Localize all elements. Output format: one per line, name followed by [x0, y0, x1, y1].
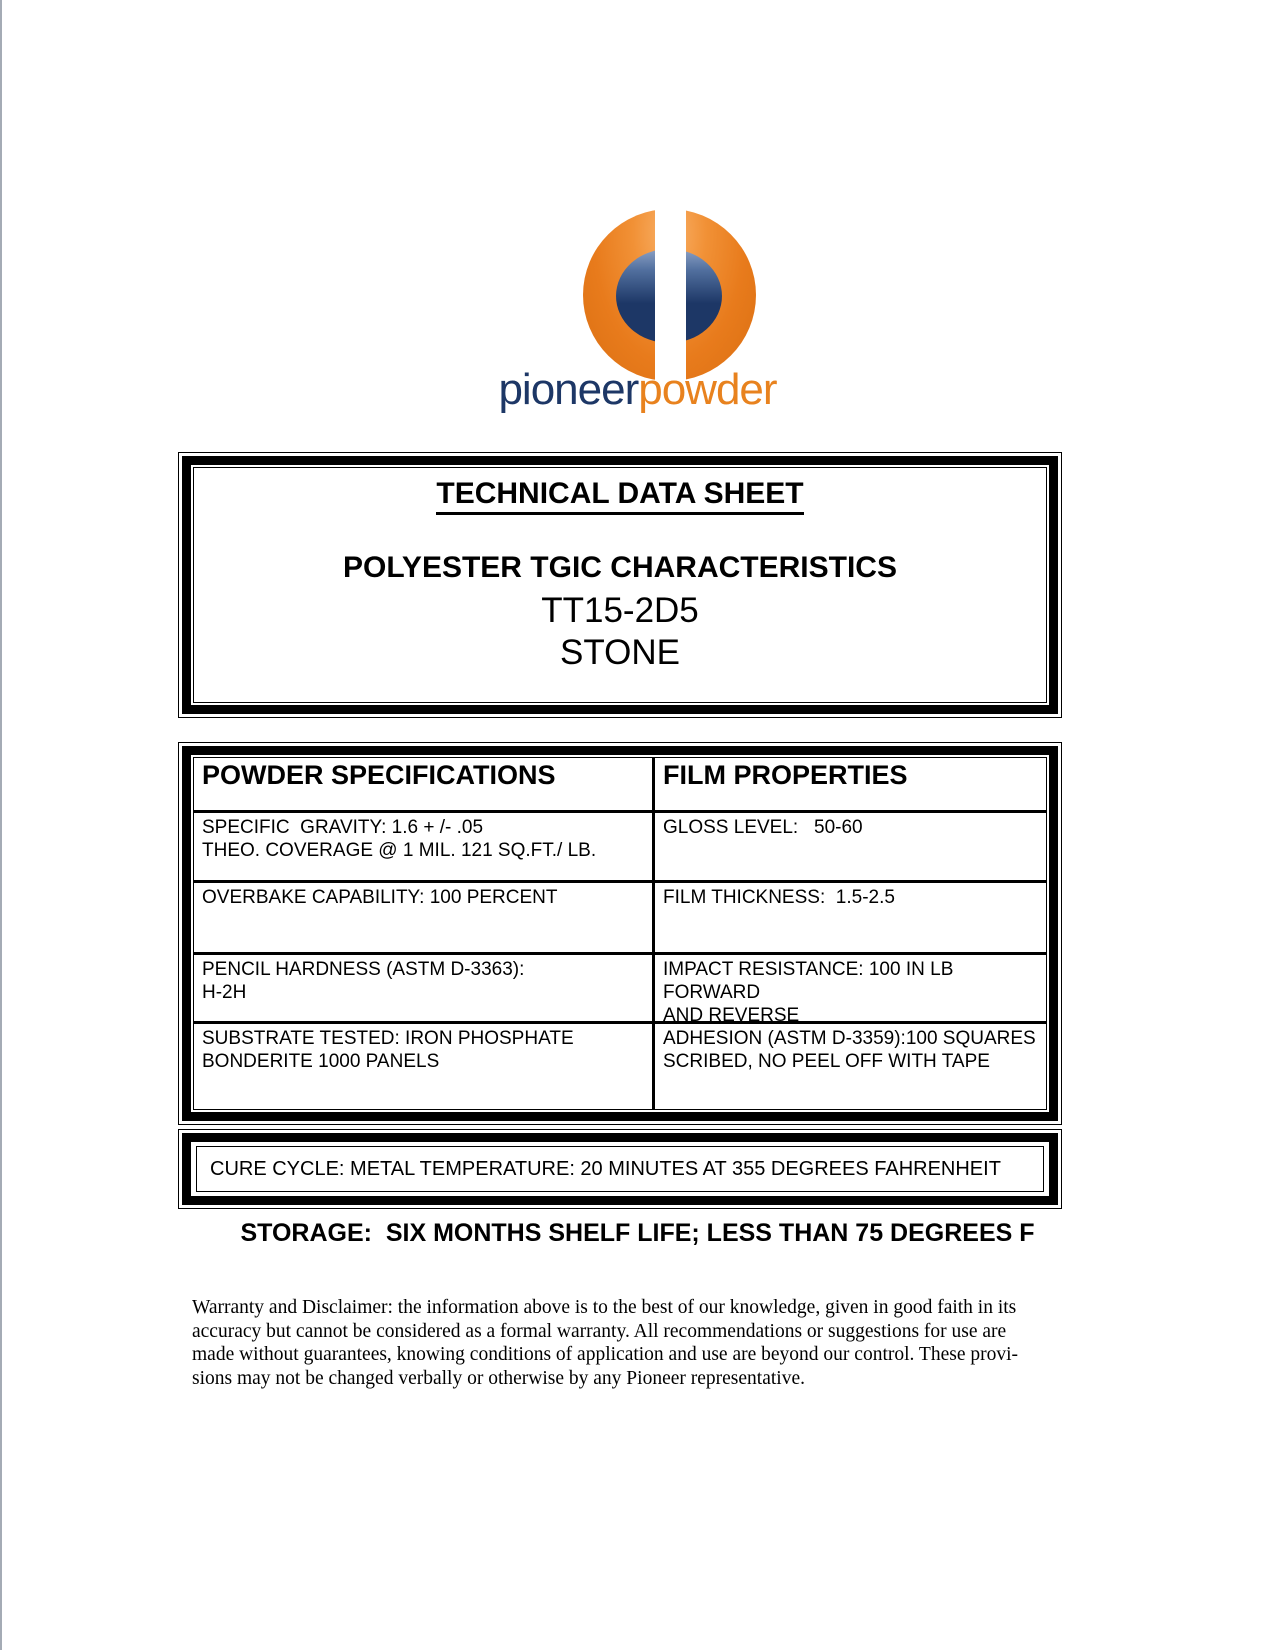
logo-white-bar [655, 208, 686, 382]
pioneer-powder-logo-icon [583, 209, 756, 381]
product-color-name: STONE [560, 633, 680, 672]
cure-cycle-text: CURE CYCLE: METAL TEMPERATURE: 20 MINUTES AT 355 DEGREES FAHRENHEIT [210, 1157, 1001, 1180]
brand-name-pioneer: pioneer [498, 365, 639, 414]
storage-statement: STORAGE: SIX MONTHS SHELF LIFE; LESS THAN 75 DEGREES F [240, 1219, 1035, 1247]
page-edge-line [0, 0, 2, 1650]
disclaimer-line: accuracy but cannot be considered as a formal warranty. All recommendations or suggestions for use are [192, 1320, 1007, 1342]
cell-film-thickness: FILM THICKNESS: 1.5-2.5 [663, 887, 895, 908]
table-row [194, 1024, 1046, 1109]
cell-gloss-level: GLOSS LEVEL: 50-60 [663, 817, 863, 838]
product-code: TT15-2D5 [541, 591, 699, 630]
warranty-disclaimer [192, 1296, 1082, 1390]
table-row [194, 883, 1046, 952]
disclaimer-line: made without guarantees, knowing conditions of application and use are beyond our control. These provi- [192, 1344, 1019, 1365]
logo-wordmark [0, 364, 1275, 416]
table-row [194, 955, 1046, 1026]
cure-cycle-box [178, 1129, 1062, 1209]
cure-box-content [196, 1146, 1044, 1192]
cell-pencil-hardness: PENCIL HARDNESS (ASTM D-3363): H-2H [202, 959, 525, 1003]
title-box-content [193, 467, 1047, 703]
brand-name-powder: powder [638, 365, 777, 414]
disclaimer-line: sions may not be changed verbally or otherwise by any Pioneer representative. [192, 1367, 805, 1389]
document-subtitle: POLYESTER TGIC CHARACTERISTICS [343, 551, 897, 584]
column-header-powder-specifications: POWDER SPECIFICATIONS [202, 760, 556, 790]
cell-adhesion: ADHESION (ASTM D-3359):100 SQUARES SCRIBED, NO PEEL OFF WITH TAPE [663, 1028, 1036, 1072]
spec-table-content [193, 757, 1047, 1110]
cell-impact-resistance: IMPACT RESISTANCE: 100 IN LB FORWARD AND REVERSE [663, 959, 959, 1026]
cell-overbake-capability: OVERBAKE CAPABILITY: 100 PERCENT [202, 887, 558, 908]
disclaimer-line: Warranty and Disclaimer: the information above is to the best of our knowledge, given in good faith in its [192, 1297, 1017, 1318]
table-header-row [194, 758, 1046, 810]
title-box-border-band [182, 456, 1058, 714]
cure-box-border-outer [178, 1129, 1062, 1209]
cell-substrate-tested: SUBSTRATE TESTED: IRON PHOSPHATE BONDERITE 1000 PANELS [202, 1028, 574, 1072]
column-header-film-properties: FILM PROPERTIES [663, 760, 908, 790]
spec-table-border-outer [178, 742, 1062, 1125]
spec-table [178, 742, 1062, 1125]
table-row [194, 813, 1046, 880]
spec-table-border-band [182, 746, 1058, 1121]
document-title: TECHNICAL DATA SHEET [194, 476, 1046, 512]
cell-specific-gravity: SPECIFIC GRAVITY: 1.6 + /- .05 THEO. COVERAGE @ 1 MIL. 121 SQ.FT./ LB. [202, 817, 597, 861]
title-box [178, 452, 1062, 718]
cure-box-border-band [182, 1133, 1058, 1205]
title-box-border-outer [178, 452, 1062, 718]
